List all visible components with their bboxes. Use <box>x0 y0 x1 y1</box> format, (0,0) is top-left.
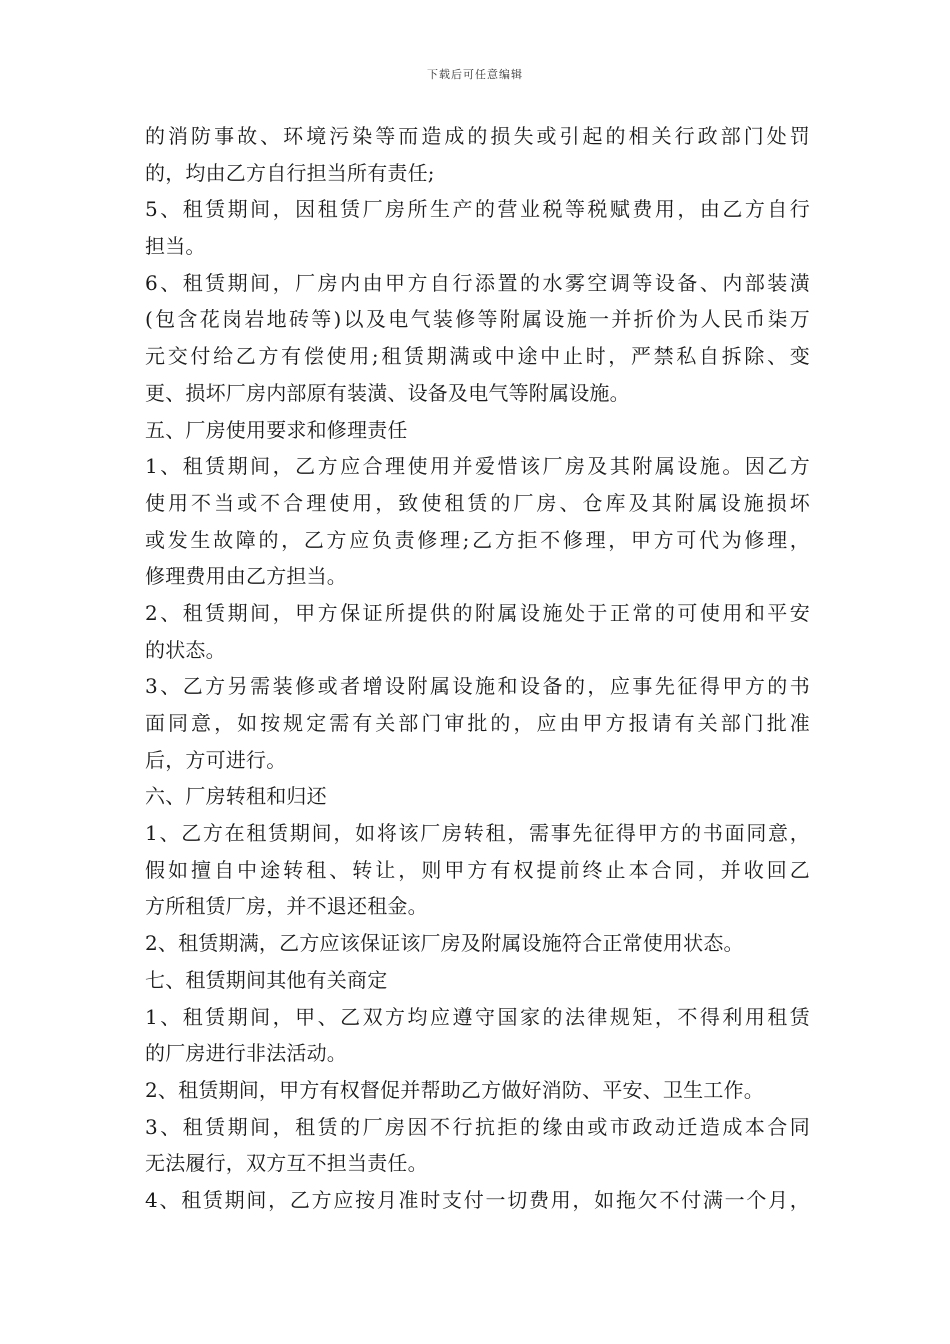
text-line: 更、损坏厂房内部原有装潢、设备及电气等附属设施。 <box>145 380 630 405</box>
text-line: 七、租赁期间其他有关商定 <box>145 967 388 992</box>
document-body <box>145 118 810 1219</box>
text-line: 的，均由乙方自行担当所有责任; <box>145 160 435 185</box>
text-line: 1、租赁期间，乙方应合理使用并爱惜该厂房及其附属设施。因乙方 <box>145 454 810 479</box>
text-line: 五、厂房使用要求和修理责任 <box>145 417 408 442</box>
text-line: 的厂房进行非法活动。 <box>145 1041 347 1066</box>
text-line: 面同意，如按规定需有关部门审批的，应由甲方报请有关部门批准 <box>145 711 810 735</box>
text-line: 使用不当或不合理使用，致使租赁的厂房、仓库及其附属设施损坏 <box>145 490 810 515</box>
text-line: 3、租赁期间，租赁的厂房因不行抗拒的缘由或市政动迁造成本合同 <box>145 1114 810 1139</box>
text-line: 1、租赁期间，甲、乙双方均应遵守国家的法律规矩，不得利用租赁 <box>145 1004 810 1029</box>
text-line: 方所租赁厂房，并不退还租金。 <box>145 894 428 919</box>
text-line: 2、租赁期满，乙方应该保证该厂房及附属设施符合正常使用状态。 <box>145 931 744 956</box>
text-line: 的状态。 <box>145 637 226 662</box>
text-line: 后，方可进行。 <box>145 747 287 772</box>
text-line: 1、乙方在租赁期间，如将该厂房转租，需事先征得甲方的书面同意， <box>145 821 810 846</box>
text-line: 担当。 <box>145 234 206 259</box>
text-line: 2、租赁期间，甲方有权督促并帮助乙方做好消防、平安、卫生工作。 <box>145 1077 764 1102</box>
text-line: 2、租赁期间，甲方保证所提供的附属设施处于正常的可使用和平安 <box>145 600 810 625</box>
text-line: 无法履行，双方互不担当责任。 <box>145 1151 428 1176</box>
text-line: 5、租赁期间，因租赁厂房所生产的营业税等税赋费用，由乙方自行 <box>145 197 810 222</box>
text-line: 的消防事故、环境污染等而造成的损失或引起的相关行政部门处罚 <box>145 124 810 148</box>
text-line: 或发生故障的，乙方应负责修理;乙方拒不修理，甲方可代为修理， <box>145 527 810 552</box>
text-line: (包含花岗岩地砖等)以及电气装修等附属设施一并折价为人民币柒万 <box>145 307 810 332</box>
page-header-note: 下载后可任意编辑 <box>427 68 523 81</box>
text-line: 六、厂房转租和归还 <box>145 784 327 809</box>
text-line: 假如擅自中途转租、转让，则甲方有权提前终止本合同，并收回乙 <box>145 857 810 882</box>
text-line: 3、乙方另需装修或者增设附属设施和设备的，应事先征得甲方的书 <box>145 674 810 699</box>
text-line: 4、租赁期间，乙方应按月准时支付一切费用，如拖欠不付满一个月， <box>145 1187 810 1212</box>
text-line: 修理费用由乙方担当。 <box>145 564 347 589</box>
text-line: 元交付给乙方有偿使用;租赁期满或中途中止时，严禁私自拆除、变 <box>145 344 810 369</box>
text-line: 6、租赁期间，厂房内由甲方自行添置的水雾空调等设备、内部装潢 <box>145 270 810 295</box>
